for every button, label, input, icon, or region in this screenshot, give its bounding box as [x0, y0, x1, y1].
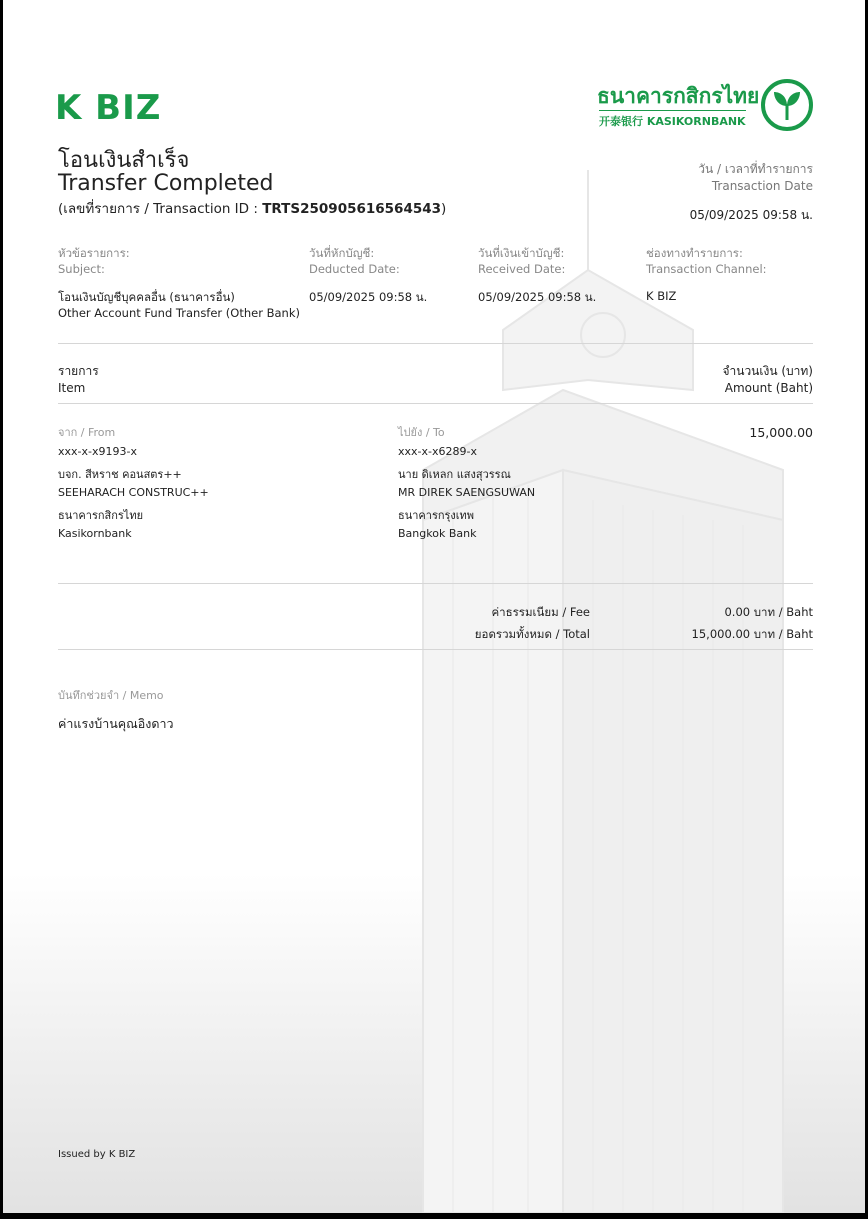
to-account: xxx-x-x6289-x — [398, 445, 477, 458]
bank-name-english: 开泰银行 KASIKORNBANK — [599, 110, 746, 129]
received-date-label-english: Received Date: — [478, 262, 566, 276]
from-bank-thai: ธนาคารกสิกรไทย — [58, 509, 144, 522]
total-value: 15,000.00 บาท / Baht — [691, 627, 813, 641]
kasikorn-leaf-icon — [760, 78, 814, 132]
from-name-english: SEEHARACH CONSTRUC++ — [58, 486, 209, 499]
deducted-date-label-english: Deducted Date: — [309, 262, 400, 276]
transaction-id — [58, 197, 446, 219]
transaction-id-label: (เลขที่รายการ / Transaction ID : — [58, 201, 263, 217]
transaction-id-close: ) — [441, 201, 447, 217]
memo-value: ค่าแรงบ้านคุณอิงดาว — [58, 716, 174, 731]
from-bank-english: Kasikornbank — [58, 527, 132, 540]
to-name-english: MR DIREK SAENGSUWAN — [398, 486, 536, 499]
channel-label-english: Transaction Channel: — [646, 262, 767, 276]
fee-label: ค่าธรรมเนียม / Fee — [491, 605, 590, 619]
channel-label-thai: ช่องทางทำรายการ: — [646, 246, 743, 260]
subject-label-english: Subject: — [58, 262, 105, 276]
deducted-date-label-thai: วันที่หักบัญชี: — [309, 246, 375, 260]
amount-header-thai: จำนวนเงิน (บาท) — [722, 364, 813, 378]
from-name-thai: บจก. สีหราช คอนสตร++ — [58, 468, 182, 481]
issued-by-footer: Issued by K BIZ — [58, 1149, 136, 1160]
subject-value-english: Other Account Fund Transfer (Other Bank) — [58, 306, 300, 320]
received-date-label-thai: วันที่เงินเข้าบัญชี: — [478, 246, 565, 260]
divider — [58, 343, 813, 344]
item-header-thai: รายการ — [58, 364, 99, 378]
kbiz-logo: K BIZ — [55, 88, 162, 128]
item-header-english: Item — [58, 381, 86, 395]
amount-header-english: Amount (Baht) — [724, 381, 813, 395]
transfer-slip-page — [3, 0, 865, 1213]
deducted-date-value: 05/09/2025 09:58 น. — [309, 290, 428, 304]
to-bank-english: Bangkok Bank — [398, 527, 477, 540]
subject-value-thai: โอนเงินบัญชีบุคคลอื่น (ธนาคารอื่น) — [58, 290, 235, 304]
bank-name-thai: ธนาคารกสิกรไทย — [597, 84, 760, 108]
memo-label: บันทึกช่วยจำ / Memo — [58, 689, 164, 702]
channel-value: K BIZ — [646, 289, 677, 303]
divider — [58, 583, 813, 584]
title-thai: โอนเงินสำเร็จ — [58, 148, 190, 173]
transaction-date-value: 05/09/2025 09:58 น. — [689, 208, 813, 222]
received-date-value: 05/09/2025 09:58 น. — [478, 290, 597, 304]
from-account: xxx-x-x9193-x — [58, 445, 137, 458]
total-label: ยอดรวมทั้งหมด / Total — [474, 627, 590, 641]
from-label: จาก / From — [58, 426, 116, 439]
divider — [58, 649, 813, 650]
subject-label-thai: หัวข้อรายการ: — [58, 246, 130, 260]
to-bank-thai: ธนาคารกรุงเทพ — [398, 509, 475, 522]
transaction-date-label-thai: วัน / เวลาที่ทำรายการ — [698, 162, 813, 176]
transfer-amount: 15,000.00 — [749, 425, 813, 440]
to-name-thai: นาย ดิเหลก แสงสุวรรณ — [398, 468, 511, 481]
to-label: ไปยัง / To — [398, 426, 445, 439]
divider — [58, 403, 813, 404]
title-english: Transfer Completed — [58, 171, 274, 196]
fee-value: 0.00 บาท / Baht — [724, 605, 813, 619]
transaction-date-label-english: Transaction Date — [711, 179, 813, 193]
transaction-id-value: TRTS250905616564543 — [262, 201, 442, 217]
